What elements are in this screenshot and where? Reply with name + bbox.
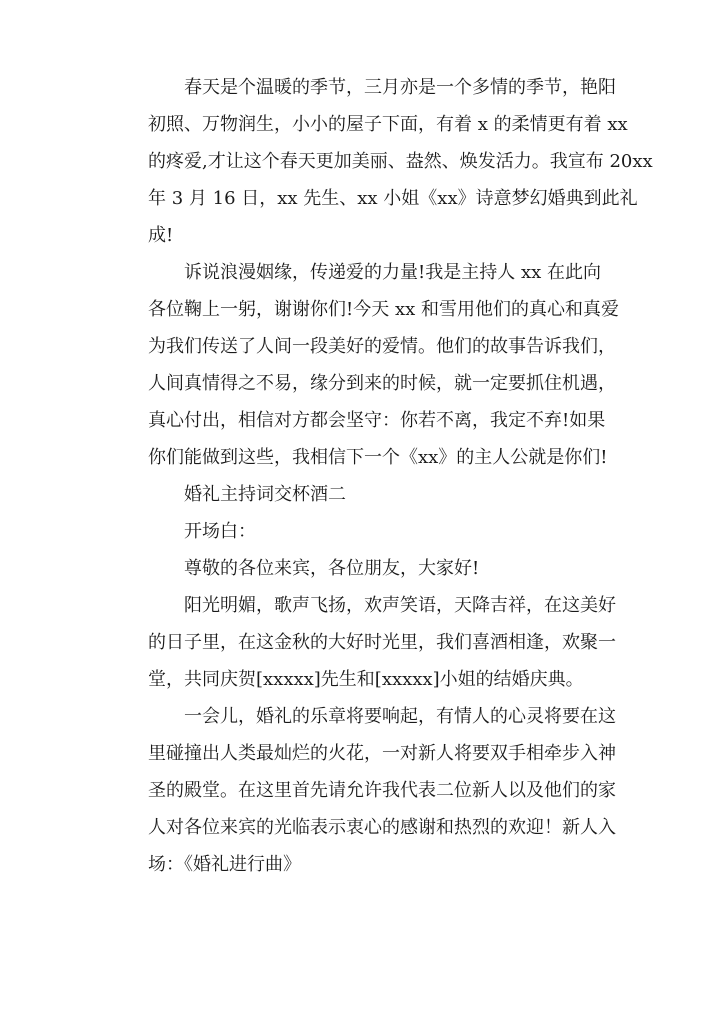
paragraph-host-greeting xyxy=(112,254,617,476)
paragraph-celebration xyxy=(112,587,617,698)
text-line: 的日子里，在这金秋的大好时光里，我们喜酒相逢，欢聚一 xyxy=(148,632,616,653)
text-line: 各位鞠上一躬，谢谢你们!今天 xx 和雪用他们的真心和真爱 xyxy=(148,299,619,320)
text-line: 圣的殿堂。在这里首先请允许我代表二位新人以及他们的家 xyxy=(148,780,616,801)
text-line: 诉说浪漫姻缘，传递爱的力量!我是主持人 xx 在此向 xyxy=(184,262,601,283)
text-line: 一会儿，婚礼的乐章将要响起，有情人的心灵将要在这 xyxy=(184,706,616,727)
text-line: 尊敬的各位来宾，各位朋友，大家好! xyxy=(184,558,480,579)
text-line: 里碰撞出人类最灿烂的火花，一对新人将要双手相牵步入神 xyxy=(148,743,616,764)
text-line: 堂，共同庆贺[xxxxx]先生和[xxxxx]小姐的结婚庆典。 xyxy=(148,669,584,690)
paragraph-ceremony-start xyxy=(112,698,617,883)
section-heading xyxy=(112,476,617,513)
text-line: 人对各位来宾的光临表示衷心的感谢和热烈的欢迎！新人入 xyxy=(148,817,616,838)
text-line: 春天是个温暖的季节，三月亦是一个多情的季节，艳阳 xyxy=(184,77,616,98)
text-line: 开场白： xyxy=(184,521,256,542)
text-line: 年 3 月 16 日，xx 先生、xx 小姐《xx》诗意梦幻婚典到此礼 xyxy=(148,188,638,209)
document-body xyxy=(112,69,653,883)
text-line: 场：《婚礼进行曲》 xyxy=(148,854,301,875)
text-line: 成! xyxy=(148,225,174,246)
text-line: 初照、万物润生，小小的屋子下面，有着 x 的柔情更有着 xx xyxy=(148,114,628,135)
opening-label xyxy=(112,513,617,550)
paragraph-spring-announcement xyxy=(112,69,653,254)
text-line: 人间真情得之不易，缘分到来的时候，就一定要抓住机遇， xyxy=(148,373,616,394)
text-line: 你们能做到这些，我相信下一个《xx》的主人公就是你们! xyxy=(148,447,608,468)
text-line: 真心付出，相信对方都会坚守：你若不离，我定不弃!如果 xyxy=(148,410,606,431)
text-line: 阳光明媚，歌声飞扬，欢声笑语，天降吉祥，在这美好 xyxy=(184,595,616,616)
text-line: 婚礼主持词交杯酒二 xyxy=(184,484,346,505)
paragraph-salutation xyxy=(112,550,617,587)
text-line: 为我们传送了人间一段美好的爱情。他们的故事告诉我们， xyxy=(148,336,616,357)
text-line: 的疼爱,才让这个春天更加美丽、盎然、焕发活力。我宣布 20xx xyxy=(148,151,653,172)
